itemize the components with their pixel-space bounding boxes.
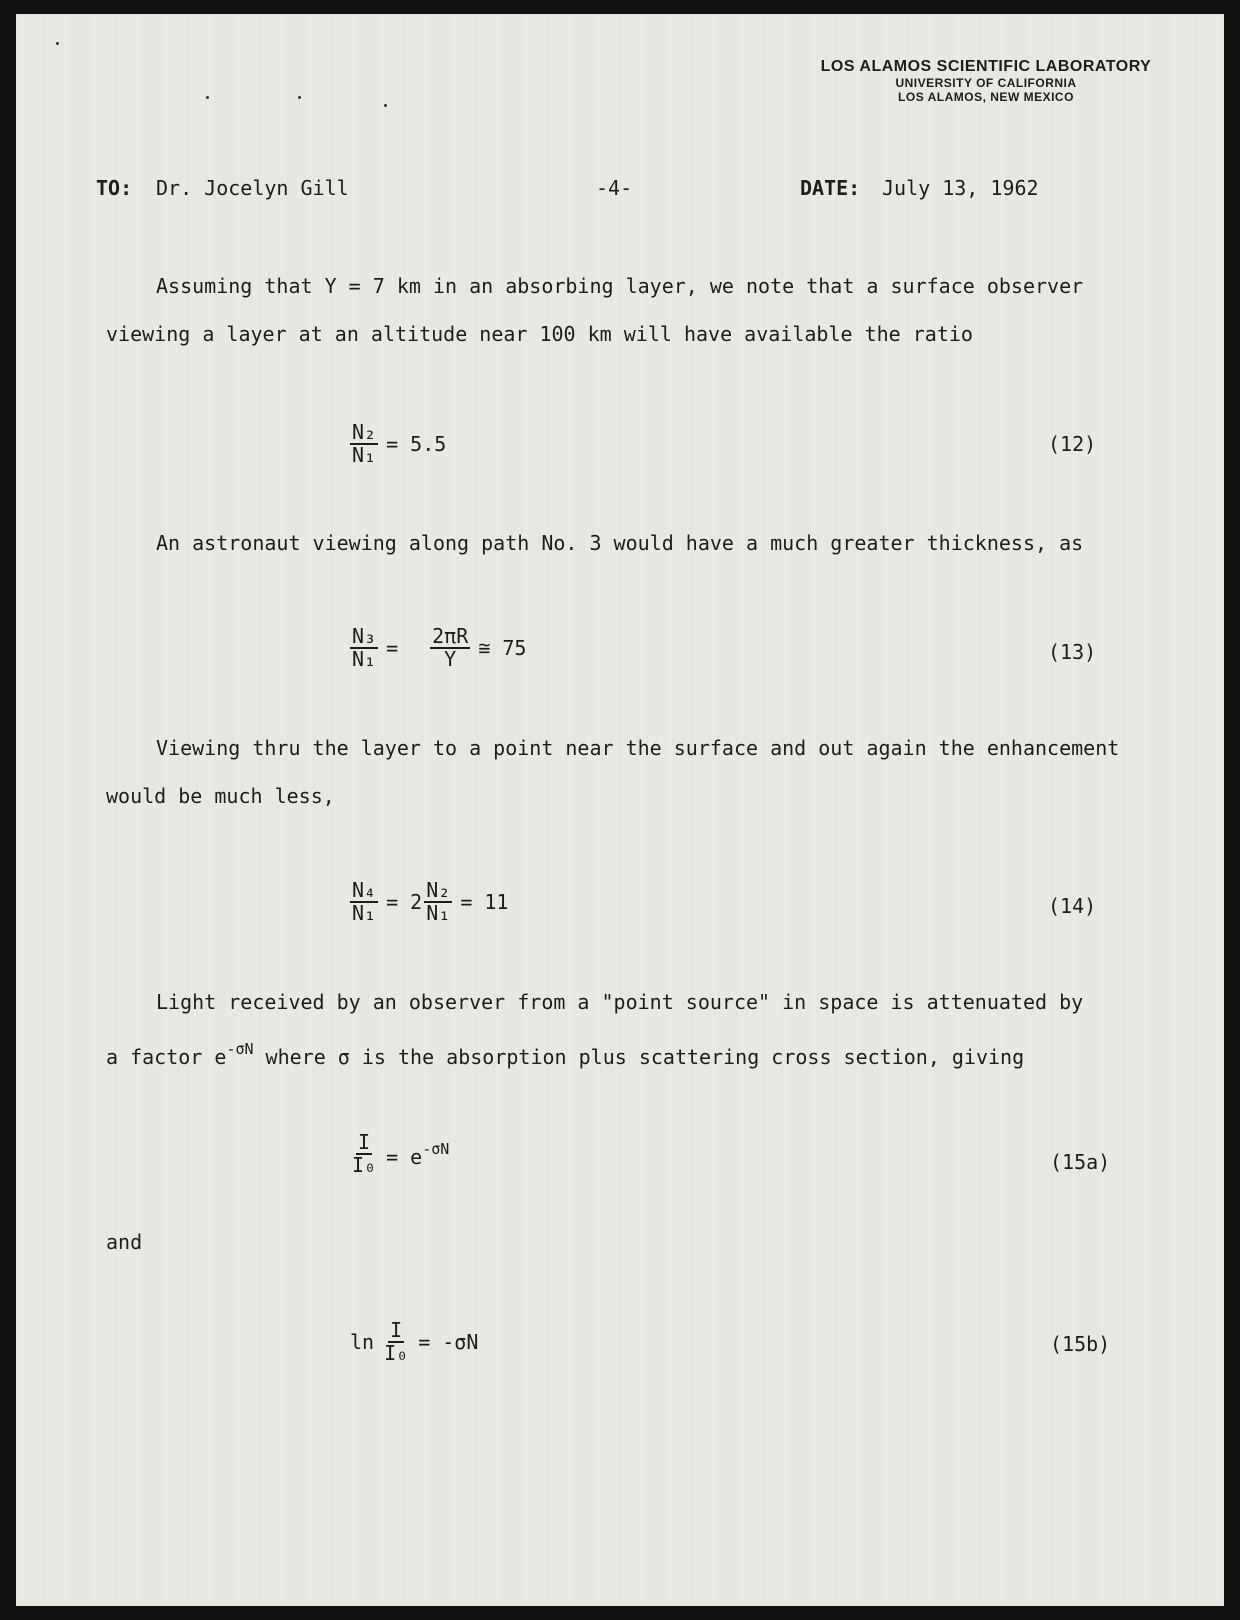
exponent: -σN — [226, 1040, 254, 1058]
fraction — [350, 626, 378, 670]
fraction — [430, 626, 470, 670]
letterhead — [796, 58, 1176, 104]
paragraph-2-line-1: An astronaut viewing along path No. 3 would have a much greater thickness, as — [156, 531, 1084, 555]
connector-and: and — [106, 1230, 143, 1254]
paragraph-3-line-1: Viewing thru the layer to a point near the surface and out again the enhancement — [156, 736, 1120, 760]
fraction — [350, 1132, 378, 1176]
denominator: Y — [444, 647, 457, 671]
equation-15a — [350, 1132, 449, 1176]
equation-number-14: (14) — [1048, 894, 1097, 918]
equation-13 — [350, 626, 526, 670]
numerator: 2πR — [432, 624, 469, 648]
text-fragment: where σ is the absorption plus scattering cross section, giving — [253, 1045, 1025, 1069]
exponent: -σN — [422, 1139, 450, 1158]
to-recipient: Dr. Jocelyn Gill — [156, 176, 349, 200]
denominator: I₀ — [352, 1153, 377, 1177]
equation-rhs: = -σN — [418, 1330, 479, 1354]
denominator: N₁ — [352, 647, 377, 671]
fraction — [350, 422, 378, 466]
natural-log: ln — [350, 1330, 375, 1354]
numerator: N₄ — [352, 878, 377, 902]
date-label: DATE: — [800, 176, 861, 200]
equation-number-13: (13) — [1048, 640, 1097, 664]
numerator: I — [390, 1318, 403, 1342]
to-label: TO: — [96, 176, 133, 200]
paragraph-3-line-2: would be much less, — [106, 784, 335, 808]
equation-rhs — [386, 1140, 449, 1169]
equation-number-15b: (15b) — [1050, 1332, 1111, 1356]
equation-14 — [350, 880, 508, 924]
speck — [384, 104, 387, 107]
letterhead-location: LOS ALAMOS, NEW MEXICO — [898, 90, 1074, 104]
numerator: N₂ — [352, 420, 377, 444]
fraction — [382, 1320, 410, 1364]
denominator: I₀ — [384, 1341, 409, 1365]
document-page — [16, 14, 1224, 1606]
paragraph-4-line-2 — [106, 1040, 1024, 1069]
equation-rhs: = 5.5 — [386, 432, 447, 456]
equation-number-15a: (15a) — [1050, 1150, 1111, 1174]
equation-15b — [350, 1320, 478, 1364]
denominator: N₁ — [352, 443, 377, 467]
text-fragment: a factor e — [106, 1045, 227, 1069]
equals-sign: = 2 — [386, 890, 423, 914]
equals-sign: = — [386, 636, 399, 660]
fraction — [350, 880, 378, 924]
equation-rhs: = 11 — [460, 890, 509, 914]
numerator: N₃ — [352, 624, 377, 648]
letterhead-lab-name: LOS ALAMOS SCIENTIFIC LABORATORY — [820, 58, 1152, 75]
letterhead-university: UNIVERSITY OF CALIFORNIA — [895, 76, 1077, 90]
date-value: July 13, 1962 — [882, 176, 1039, 200]
speck — [56, 42, 59, 45]
equation-number-12: (12) — [1048, 432, 1097, 456]
page-number: -4- — [596, 176, 633, 200]
equation-12 — [350, 422, 446, 466]
denominator: N₁ — [426, 901, 451, 925]
numerator: I — [358, 1130, 371, 1154]
denominator: N₁ — [352, 901, 377, 925]
numerator: N₂ — [426, 878, 451, 902]
paragraph-4-line-1: Light received by an observer from a "point source" in space is attenuated by — [156, 990, 1084, 1014]
speck — [298, 96, 301, 99]
paragraph-1-line-1: Assuming that Y = 7 km in an absorbing layer, we note that a surface observer — [156, 274, 1084, 298]
fraction — [424, 880, 452, 924]
equation-rhs: ≅ 75 — [478, 636, 527, 660]
equation-base: = e — [386, 1144, 423, 1169]
speck — [206, 96, 209, 99]
paragraph-1-line-2: viewing a layer at an altitude near 100 km will have available the ratio — [106, 322, 973, 346]
